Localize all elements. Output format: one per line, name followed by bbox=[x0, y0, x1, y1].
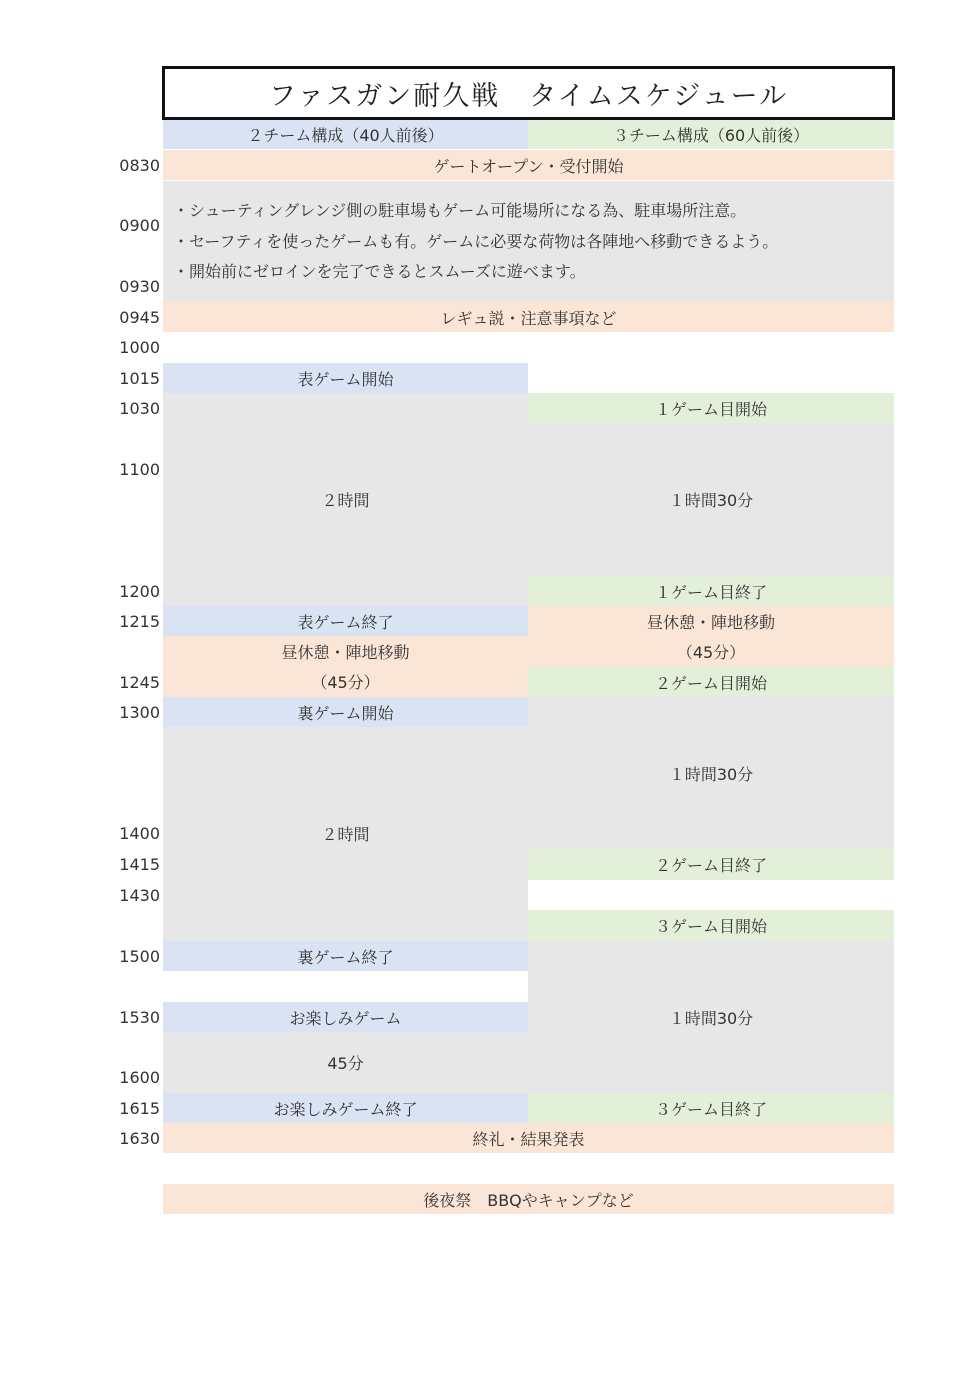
notes-box bbox=[163, 181, 894, 302]
time-label: 1630 bbox=[119, 1128, 160, 1148]
time-label: 1430 bbox=[119, 885, 160, 905]
time-label: 1400 bbox=[119, 823, 160, 843]
right-lunch-duration: （45分） bbox=[676, 643, 746, 662]
right-g1-end: １ゲーム目終了 bbox=[528, 576, 894, 606]
right-lunch-label: 昼休憩・陣地移動 bbox=[646, 612, 775, 632]
time-label: 1245 bbox=[119, 672, 160, 692]
time-label: 1530 bbox=[119, 1007, 160, 1027]
right-g2-start: ２ゲーム目開始 bbox=[528, 667, 894, 697]
header-three-teams: ３チーム構成（60人前後） bbox=[528, 120, 894, 149]
time-label: 1015 bbox=[119, 368, 160, 388]
time-label: 1000 bbox=[119, 337, 160, 357]
left-lunch-label: 昼休憩・陣地移動 bbox=[281, 642, 410, 662]
right-g3-duration: １時間30分 bbox=[528, 941, 894, 1093]
time-label: 1215 bbox=[119, 611, 160, 631]
time-label: 0945 bbox=[119, 307, 160, 327]
gate-open-row: ゲートオープン・受付開始 bbox=[163, 150, 894, 180]
left-back-duration-block bbox=[163, 727, 528, 941]
time-label: 1415 bbox=[119, 854, 160, 874]
left-lunch-duration: （45分） bbox=[311, 673, 380, 692]
left-front-end: 表ゲーム終了 bbox=[163, 606, 528, 636]
header-two-teams: ２チーム構成（40人前後） bbox=[163, 120, 528, 149]
right-g1-start: １ゲーム目開始 bbox=[528, 393, 894, 423]
left-front-duration: ２時間 bbox=[163, 393, 528, 606]
right-g2-end: ２ゲーム目終了 bbox=[528, 849, 894, 880]
time-label: 1200 bbox=[119, 581, 160, 601]
left-fun-end: お楽しみゲーム終了 bbox=[163, 1093, 528, 1123]
after-party-row: 後夜祭 BBQやキャンプなど bbox=[163, 1184, 894, 1214]
left-back-start: 裏ゲーム開始 bbox=[163, 697, 528, 727]
left-back-end: 裏ゲーム終了 bbox=[163, 941, 528, 971]
left-fun-duration: 45分 bbox=[163, 1032, 528, 1093]
time-label: 1500 bbox=[119, 946, 160, 966]
right-lunch-block bbox=[528, 606, 894, 667]
regulation-row: レギュ説・注意事項など bbox=[163, 302, 894, 332]
right-g3-end: ３ゲーム目終了 bbox=[528, 1093, 894, 1123]
time-label: 0930 bbox=[119, 276, 160, 296]
note-line-zeroin: ・開始前にゼロインを完了できるとスムーズに遊べます。 bbox=[173, 262, 586, 281]
time-label: 1100 bbox=[119, 459, 160, 479]
time-label: 1600 bbox=[119, 1067, 160, 1087]
time-label: 1615 bbox=[119, 1098, 160, 1118]
right-g1-duration: １時間30分 bbox=[528, 423, 894, 576]
note-line-safety: ・セーフティを使ったゲームも有。ゲームに必要な荷物は各陣地へ移動できるよう。 bbox=[173, 231, 779, 251]
closing-row: 終礼・結果発表 bbox=[163, 1123, 894, 1153]
left-back-duration: ２時間 bbox=[321, 824, 370, 844]
time-label: 1300 bbox=[119, 702, 160, 722]
schedule-title: ファスガン耐久戦 タイムスケジュール bbox=[162, 66, 895, 120]
right-g3-start: ３ゲーム目開始 bbox=[528, 910, 894, 941]
time-label: 0830 bbox=[119, 155, 160, 175]
left-fun-start: お楽しみゲーム bbox=[163, 1002, 528, 1032]
left-front-start: 表ゲーム開始 bbox=[163, 363, 528, 393]
note-line-parking: ・シューティングレンジ側の駐車場もゲーム可能場所になる為、駐車場所注意。 bbox=[173, 201, 747, 220]
time-label: 0900 bbox=[119, 215, 160, 235]
right-g2-duration: １時間30分 bbox=[528, 697, 894, 849]
time-label: 1030 bbox=[119, 398, 160, 418]
left-lunch-block bbox=[163, 636, 528, 697]
